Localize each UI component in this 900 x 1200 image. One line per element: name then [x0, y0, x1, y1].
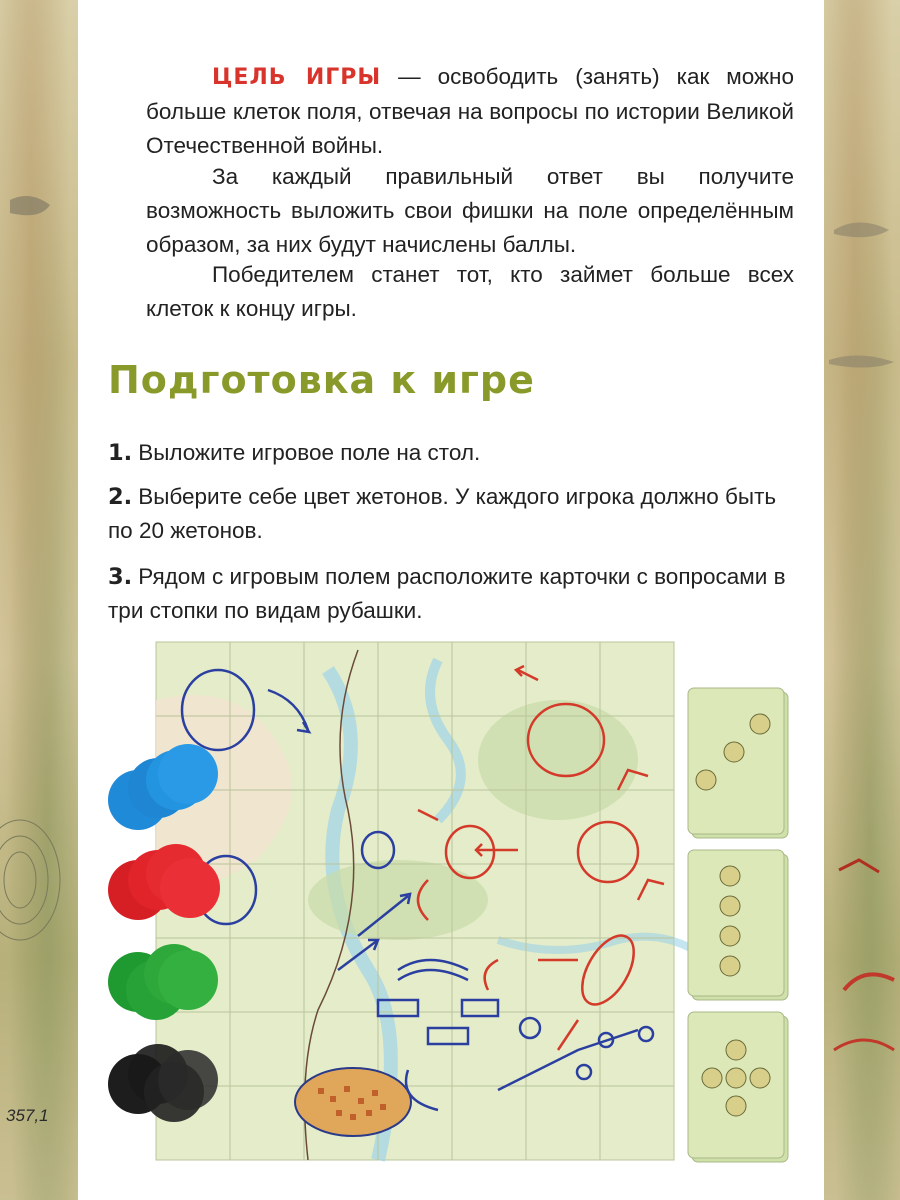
winner-text: Победителем станет тот, кто займет больше всех клеток к концу игры. — [146, 262, 794, 321]
card-stack-2 — [688, 850, 788, 1000]
winner-paragraph — [146, 258, 794, 326]
points-paragraph — [146, 160, 794, 262]
side-label: 357,1 — [6, 1106, 49, 1125]
goal-paragraph — [146, 60, 794, 163]
step-1 — [108, 436, 794, 470]
background-map-right — [824, 0, 900, 1200]
step-text: Выберите себе цвет жетонов. У каждого игрока должно быть по 20 жетонов. — [108, 484, 777, 543]
page — [78, 0, 824, 1200]
step-number: 1. — [108, 440, 133, 466]
goal-label: ЦЕЛЬ ИГРЫ — [212, 65, 382, 90]
step-3 — [108, 560, 794, 628]
step-number: 3. — [108, 564, 133, 590]
background-map-left — [0, 0, 78, 1200]
step-number: 2. — [108, 484, 133, 510]
step-text: Рядом с игровым полем расположите карточки с вопросами в три стопки по видам рубашки. — [108, 564, 786, 623]
card-stack-3 — [688, 1012, 788, 1162]
points-text: За каждый правильный ответ вы получите возможность выложить свои фишки на поле определённым образом, за них будут начислены баллы. — [146, 164, 794, 257]
game-setup-illustration — [78, 640, 824, 1180]
step-text: Выложите игровое поле на стол. — [138, 440, 481, 465]
step-2 — [108, 480, 794, 548]
section-heading: Подготовка к игре — [108, 358, 535, 402]
game-board-map — [156, 642, 694, 1160]
goal-text: — освободить (занять) как можно больше клеток поля, отвечая на вопросы по истории Великой Отечественной войны. — [146, 64, 794, 158]
card-stack-1 — [688, 688, 788, 838]
